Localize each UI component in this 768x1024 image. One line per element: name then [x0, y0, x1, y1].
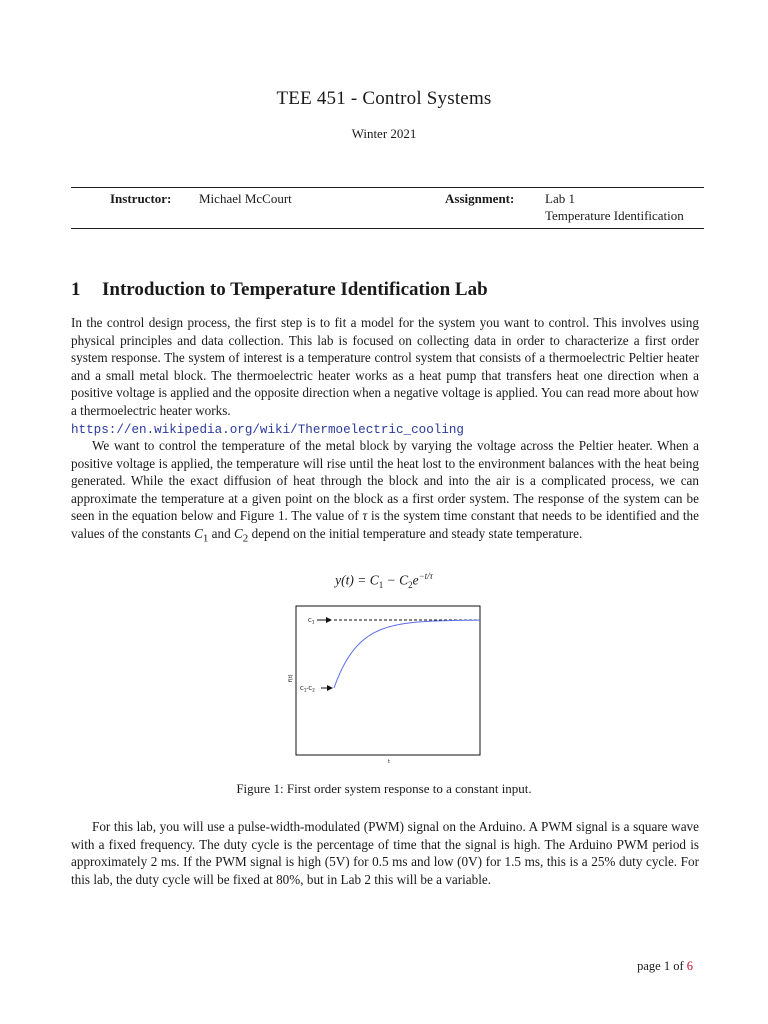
instructor-label: Instructor: [110, 191, 172, 206]
response-equation [0, 571, 768, 590]
assignment-value [545, 190, 684, 224]
assignment-line-2: Temperature Identification [545, 208, 684, 223]
page-total: 6 [686, 959, 693, 973]
c1-subscript: 1 [202, 532, 209, 545]
y-axis-label: f(t) [288, 674, 294, 682]
page-footer [637, 959, 693, 974]
paragraph-pwm: For this lab, you will use a pulse-width-modulated (PWM) signal on the Arduino. A PWM signal is a square wave with a fixed frequency. The duty cycle is the percentage of time that the signal is high. The Arduino PWM period is approximately 2 ms. If the PWM signal is high (5V) for 0.5 ms and low (0V) for 1.5 ms, this is a 25% duty cycle. For this lab, the duty cycle will be fixed at 80%, but in Lab 2 this will be a variable. [71, 819, 699, 887]
paragraph-intro [71, 314, 699, 439]
assignment-line-1: Lab 1 [545, 191, 575, 206]
plot-frame [296, 606, 480, 755]
page-number-prefix: page 1 of [637, 959, 687, 973]
equation-exponent: −t/τ [418, 571, 433, 581]
c1-minus-c2-label: $C_1-C_2$ [300, 686, 315, 693]
figure-caption: Figure 1: First order system response to a constant input. [236, 781, 532, 796]
section-heading [71, 279, 488, 301]
term: Winter 2021 [351, 126, 417, 141]
response-curve [334, 620, 480, 688]
paragraph-model-part3: depend on the initial temperature and steady state temperature. [248, 525, 583, 541]
header-rule-top [71, 187, 704, 188]
paragraph-model-part2: is the system time constant that needs to be identified and the values of the constants [71, 508, 699, 541]
instructor-name: Michael McCourt [199, 191, 292, 206]
section-title: Introduction to Temperature Identification Lab [102, 279, 488, 300]
section-number: 1 [71, 279, 81, 300]
header-rule-bottom [71, 228, 704, 229]
paragraph-intro-text: In the control design process, the first step is to fit a model for the system you want to control. This involves using physical principles and data collection. This lab is focused on collecting data in order to characterize a first order system response. The system of interest is a temperature control system that consists of a thermoelectric Peltier heater and a small metal block. The thermoelectric heater works as a heat pump that transfers heat one direction when a positive voltage is applied and the opposite direction when a negative voltage is applied. You can read more about how a thermoelectric heater works. [71, 315, 699, 418]
c2-subscript: 2 [242, 532, 249, 545]
equation-minus: − C [383, 572, 409, 588]
equation-lhs: y(t) = C [335, 572, 379, 588]
wikipedia-link[interactable]: https://en.wikipedia.org/wiki/Thermoelectric_cooling [71, 422, 464, 437]
paragraph-model [71, 437, 699, 548]
paragraph-model-part1: We want to control the temperature of the metal block by varying the voltage across the Peltier heater. When a positive voltage is applied, the temperature will rise until the heat lost to the environment balances with the heat being generated. While the exact diffusion of heat through the block and into the air is a complicated process, we can approximate the temperature at a given point on the block as a first order system. The response of the system can be seen in the equation below and Figure 1. The value of [71, 438, 699, 524]
equation-sub2: 2 [408, 580, 413, 591]
paragraph-model-and: and [208, 525, 234, 541]
response-figure [286, 600, 486, 772]
c1-label: $C_1$ [308, 618, 315, 625]
c2-symbol: C [234, 525, 243, 541]
tau-symbol: τ [362, 508, 368, 524]
equation-e: e [412, 572, 419, 588]
c1-symbol: C [194, 525, 203, 541]
x-axis-label: t [388, 759, 390, 765]
assignment-label: Assignment: [445, 191, 515, 206]
equation-sub1: 1 [378, 580, 384, 591]
course-title: TEE 451 - Control Systems [276, 88, 492, 109]
